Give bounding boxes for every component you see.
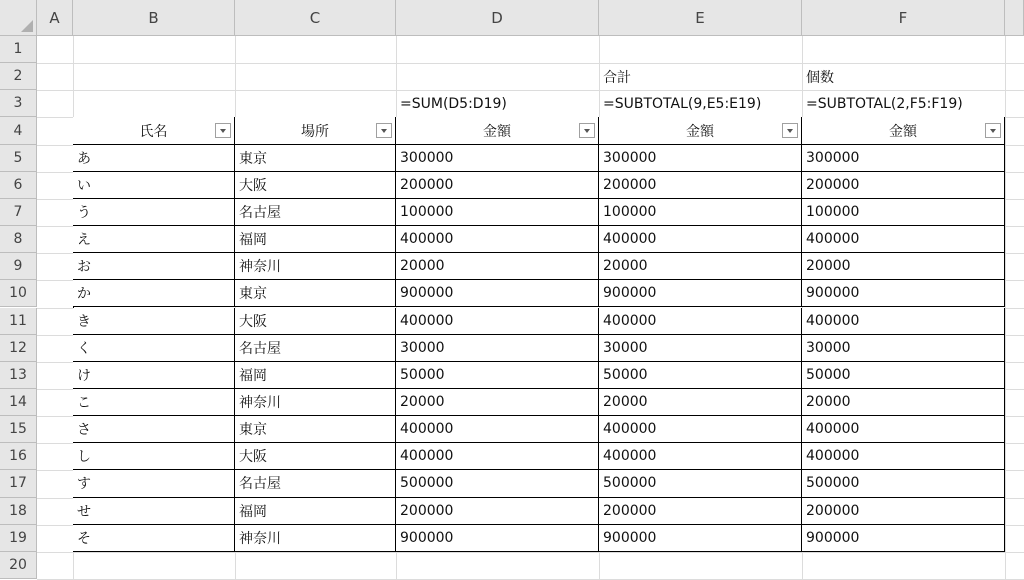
table-cell[interactable]: 500000 xyxy=(802,470,1005,497)
column-header-c[interactable]: C xyxy=(235,0,396,36)
table-cell[interactable]: せ xyxy=(73,498,235,525)
table-cell[interactable]: え xyxy=(73,226,235,253)
table-cell[interactable]: 名古屋 xyxy=(235,199,396,226)
table-cell[interactable]: 30000 xyxy=(599,335,802,362)
table-cell[interactable]: 東京 xyxy=(235,145,396,172)
table-cell[interactable]: 400000 xyxy=(396,416,599,443)
table-cell[interactable]: 神奈川 xyxy=(235,389,396,416)
table-cell[interactable]: く xyxy=(73,335,235,362)
table-cell[interactable]: 900000 xyxy=(802,525,1005,552)
table-cell[interactable]: 900000 xyxy=(599,280,802,307)
table-cell[interactable]: 400000 xyxy=(396,443,599,470)
header-label: 金額 xyxy=(686,123,714,140)
table-cell[interactable]: 20000 xyxy=(599,253,802,280)
table-cell[interactable]: 300000 xyxy=(802,145,1005,172)
filter-dropdown-icon[interactable] xyxy=(782,123,798,138)
table-cell[interactable]: 100000 xyxy=(802,199,1005,226)
table-cell[interactable]: 900000 xyxy=(802,280,1005,307)
table-cell[interactable]: あ xyxy=(73,145,235,172)
table-cell[interactable]: さ xyxy=(73,416,235,443)
cell-f3[interactable]: =SUBTOTAL(2,F5:F19) xyxy=(806,95,963,112)
table-cell[interactable]: こ xyxy=(73,389,235,416)
table-cell[interactable]: 20000 xyxy=(396,253,599,280)
table-cell[interactable]: 400000 xyxy=(599,226,802,253)
table-cell[interactable]: 500000 xyxy=(599,470,802,497)
table-cell[interactable]: 30000 xyxy=(396,335,599,362)
table-cell[interactable]: 200000 xyxy=(802,498,1005,525)
table-cell[interactable]: 名古屋 xyxy=(235,470,396,497)
row-header-20[interactable]: 20 xyxy=(0,552,37,579)
row-header-19[interactable]: 19 xyxy=(0,525,37,552)
table-cell[interactable]: 神奈川 xyxy=(235,253,396,280)
row-header-7[interactable]: 7 xyxy=(0,199,37,226)
table-cell[interactable]: い xyxy=(73,172,235,199)
header-label: 場所 xyxy=(301,123,329,140)
table-cell[interactable]: 400000 xyxy=(802,226,1005,253)
table-cell[interactable]: 200000 xyxy=(599,172,802,199)
table-cell[interactable]: 300000 xyxy=(396,145,599,172)
cell-e2[interactable]: 合計 xyxy=(603,69,631,86)
row-header-13[interactable]: 13 xyxy=(0,362,37,389)
table-cell[interactable]: お xyxy=(73,253,235,280)
row-header-17[interactable]: 17 xyxy=(0,470,37,497)
table-cell[interactable]: 名古屋 xyxy=(235,335,396,362)
table-cell[interactable]: 30000 xyxy=(802,335,1005,362)
row-header-9[interactable]: 9 xyxy=(0,253,37,280)
table-cell[interactable]: 200000 xyxy=(396,172,599,199)
table-cell[interactable]: 大阪 xyxy=(235,443,396,470)
table-cell[interactable]: 900000 xyxy=(599,525,802,552)
cell-d3[interactable]: =SUM(D5:D19) xyxy=(400,95,507,112)
filter-dropdown-icon[interactable] xyxy=(579,123,595,138)
column-header-d[interactable]: D xyxy=(396,0,599,36)
table-cell[interactable]: 東京 xyxy=(235,280,396,307)
header-label: 金額 xyxy=(483,123,511,140)
row-header-10[interactable]: 10 xyxy=(0,280,37,307)
table-cell[interactable]: 20000 xyxy=(802,389,1005,416)
table-cell[interactable]: き xyxy=(73,308,235,335)
table-cell[interactable]: 300000 xyxy=(599,145,802,172)
select-all-corner[interactable] xyxy=(0,0,37,36)
table-cell[interactable]: 大阪 xyxy=(235,172,396,199)
row-header-8[interactable]: 8 xyxy=(0,226,37,253)
table-cell[interactable]: か xyxy=(73,280,235,307)
header-location[interactable] xyxy=(235,117,396,144)
row-header-6[interactable]: 6 xyxy=(0,172,37,199)
row-header-11[interactable]: 11 xyxy=(0,308,37,335)
table-cell[interactable]: 400000 xyxy=(802,443,1005,470)
row-header-1[interactable]: 1 xyxy=(0,36,37,63)
table-cell[interactable]: 400000 xyxy=(802,416,1005,443)
table-cell[interactable]: 神奈川 xyxy=(235,525,396,552)
table-cell[interactable]: 50000 xyxy=(802,362,1005,389)
table-cell[interactable]: 100000 xyxy=(396,199,599,226)
table-cell[interactable]: す xyxy=(73,470,235,497)
table-cell[interactable]: 福岡 xyxy=(235,362,396,389)
header-amount-e[interactable] xyxy=(599,117,802,144)
header-label: 氏名 xyxy=(139,123,168,140)
table-cell[interactable]: 20000 xyxy=(599,389,802,416)
table-cell[interactable]: 50000 xyxy=(396,362,599,389)
table-cell[interactable]: 100000 xyxy=(599,199,802,226)
table-cell[interactable]: 大阪 xyxy=(235,308,396,335)
row-header-5[interactable]: 5 xyxy=(0,145,37,172)
column-header-f[interactable]: F xyxy=(802,0,1005,36)
header-name[interactable] xyxy=(73,117,235,144)
table-cell[interactable]: 福岡 xyxy=(235,226,396,253)
column-header-e[interactable]: E xyxy=(599,0,802,36)
table-cell[interactable]: 50000 xyxy=(599,362,802,389)
row-header-15[interactable]: 15 xyxy=(0,416,37,443)
header-amount-f[interactable] xyxy=(802,117,1005,144)
column-header-b[interactable]: B xyxy=(73,0,235,36)
row-header-12[interactable]: 12 xyxy=(0,335,37,362)
table-cell[interactable]: 400000 xyxy=(599,416,802,443)
table-cell[interactable]: 500000 xyxy=(396,470,599,497)
table-cell[interactable]: 福岡 xyxy=(235,498,396,525)
filter-dropdown-icon[interactable] xyxy=(985,123,1001,138)
cell-e3[interactable]: =SUBTOTAL(9,E5:E19) xyxy=(603,95,762,112)
row-header-3[interactable]: 3 xyxy=(0,90,37,117)
header-label: 金額 xyxy=(889,123,917,140)
gridline-horizontal xyxy=(37,552,1024,553)
table-cell[interactable]: 400000 xyxy=(396,308,599,335)
row-header-14[interactable]: 14 xyxy=(0,389,37,416)
table-cell[interactable]: 400000 xyxy=(599,308,802,335)
row-header-4[interactable]: 4 xyxy=(0,117,37,144)
table-cell[interactable]: 400000 xyxy=(396,226,599,253)
table-cell[interactable]: 20000 xyxy=(396,389,599,416)
row-header-2[interactable]: 2 xyxy=(0,63,37,90)
table-cell[interactable]: 東京 xyxy=(235,416,396,443)
table-cell[interactable]: 20000 xyxy=(802,253,1005,280)
table-cell[interactable]: 200000 xyxy=(396,498,599,525)
table-cell[interactable]: し xyxy=(73,443,235,470)
filter-dropdown-icon[interactable] xyxy=(215,123,231,138)
column-header-g[interactable] xyxy=(1005,0,1024,36)
column-header-a[interactable]: A xyxy=(37,0,73,36)
cell-f2[interactable]: 個数 xyxy=(806,69,834,86)
header-amount-d[interactable] xyxy=(396,117,599,144)
table-cell[interactable]: 200000 xyxy=(802,172,1005,199)
table-cell[interactable]: 900000 xyxy=(396,280,599,307)
table-cell[interactable]: 200000 xyxy=(599,498,802,525)
filter-dropdown-icon[interactable] xyxy=(376,123,392,138)
table-cell[interactable]: 400000 xyxy=(802,308,1005,335)
table-cell[interactable]: 900000 xyxy=(396,525,599,552)
row-header-16[interactable]: 16 xyxy=(0,443,37,470)
table-cell[interactable]: う xyxy=(73,199,235,226)
table-cell[interactable]: け xyxy=(73,362,235,389)
table-cell[interactable]: 400000 xyxy=(599,443,802,470)
table-cell[interactable]: そ xyxy=(73,525,235,552)
row-header-18[interactable]: 18 xyxy=(0,498,37,525)
